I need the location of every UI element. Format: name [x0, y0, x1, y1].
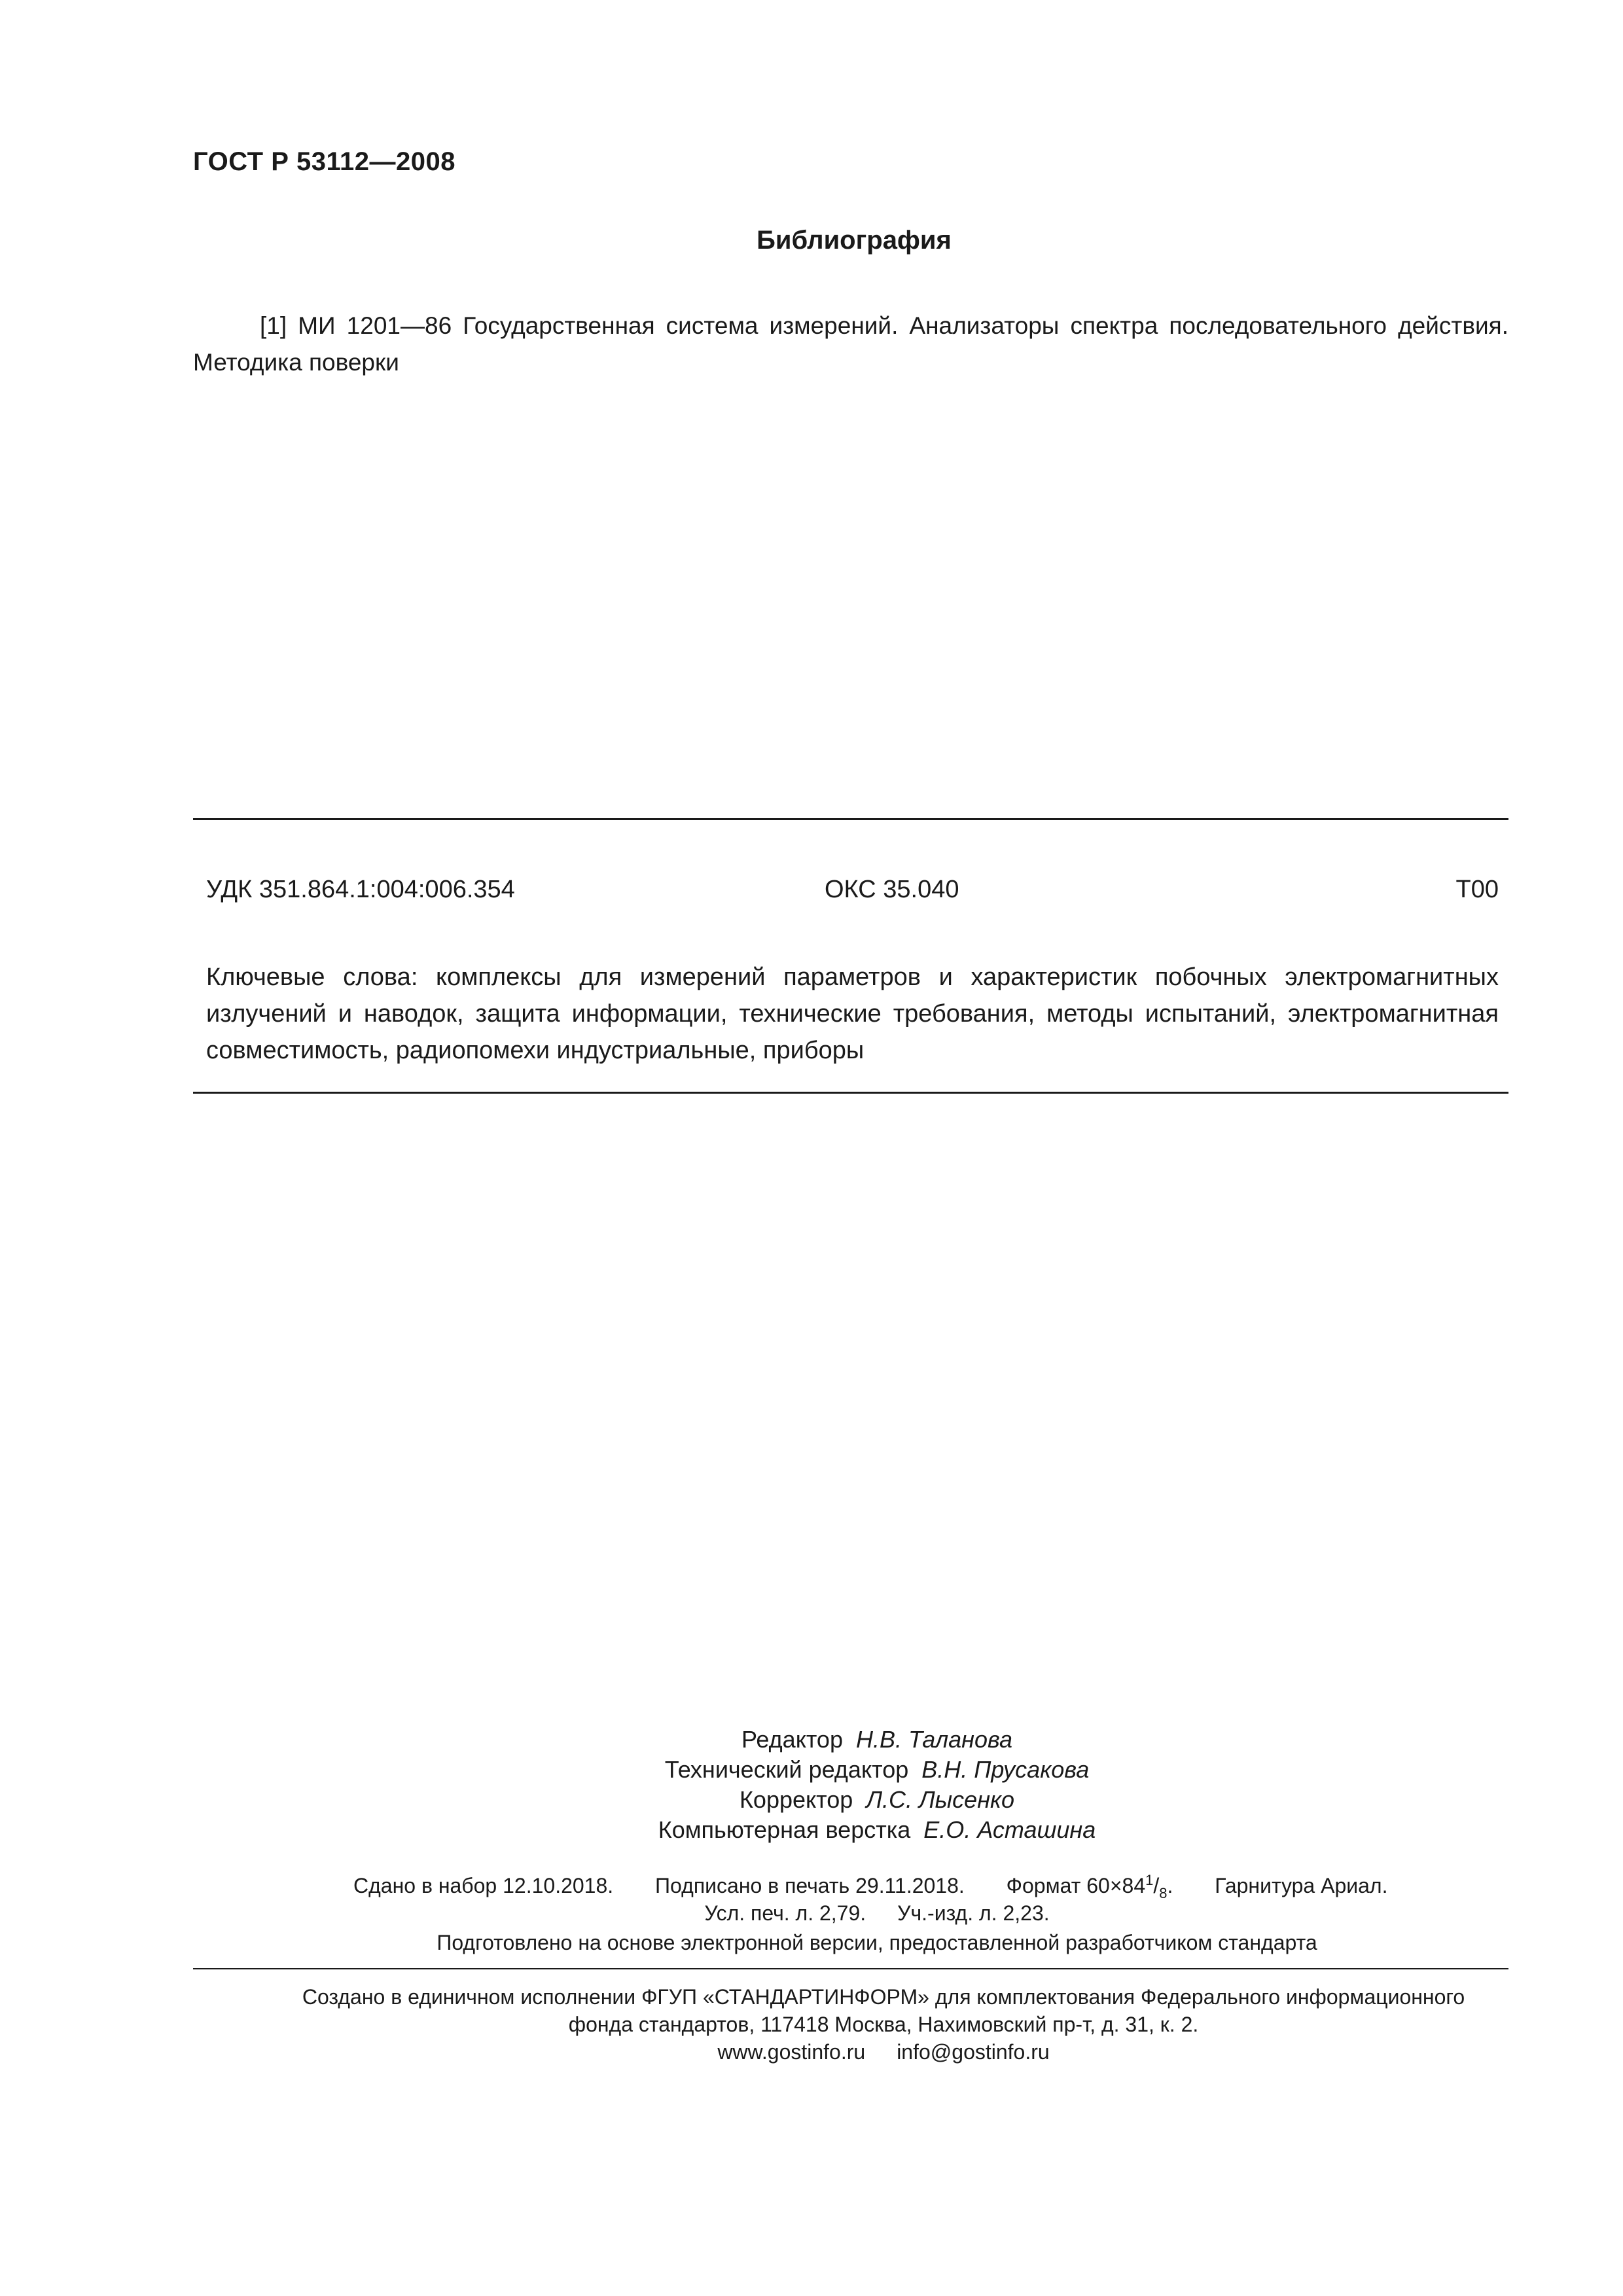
document-code: ГОСТ Р 53112—2008 — [193, 147, 455, 176]
editor-role: Корректор — [739, 1786, 853, 1813]
email-link[interactable]: info@gostinfo.ru — [897, 2040, 1050, 2064]
bibliography-entry: [1] МИ 1201—86 Государственная система измерений. Анализаторы спектра последовательного действия. Методика поверки — [193, 312, 1508, 376]
udk-code: УДК 351.864.1:004:006.354 — [206, 876, 515, 903]
editor-name: В.Н. Прусакова — [921, 1756, 1090, 1783]
editor-name: Л.С. Лысенко — [866, 1786, 1015, 1813]
editors-block — [0, 1725, 1623, 1845]
editor-name: Е.О. Асташина — [923, 1816, 1096, 1843]
signed-date: Подписано в печать 29.11.2018. — [655, 1874, 965, 1897]
paper-format: Формат $60\times 84^1/_8$. — [1006, 1872, 1173, 1901]
editor-role: Редактор — [741, 1726, 843, 1753]
editor-row — [0, 1725, 1623, 1755]
publication-details — [353, 1872, 1387, 1902]
editor-role: Компьютерная верстка — [658, 1816, 911, 1843]
sheet-counts — [0, 1901, 1623, 1926]
divider-middle — [193, 1092, 1508, 1094]
typeface: Гарнитура Ариал. — [1215, 1874, 1388, 1897]
bibliography-title: Библиография — [757, 226, 952, 255]
edition-sheets: Уч.-изд. л. 2,23. — [897, 1901, 1050, 1925]
editor-row — [0, 1815, 1623, 1845]
website-link[interactable]: www.gostinfo.ru — [717, 2040, 866, 2064]
footer-contacts — [0, 2038, 1623, 2066]
editor-role: Технический редактор — [664, 1756, 909, 1783]
oks-code: ОКС 35.040 — [825, 876, 959, 903]
editor-row — [0, 1755, 1623, 1785]
editor-row — [0, 1785, 1623, 1815]
footer-line: Создано в единичном исполнении ФГУП «СТАНДАРТИНФОРМ» для комплектования Федерального информационного — [302, 1985, 1465, 2009]
footer-line: фонда стандартов, 117418 Москва, Нахимовский пр-т, д. 31, к. 2. — [568, 2013, 1199, 2036]
t-code: Т00 — [1455, 876, 1499, 903]
divider-bottom — [193, 1968, 1508, 1969]
divider-top — [193, 818, 1508, 820]
print-sheets: Усл. печ. л. 2,79. — [704, 1901, 866, 1925]
prepared-note: Подготовлено на основе электронной версии, предоставленной разработчиком стандарта — [437, 1931, 1317, 1954]
editor-name: Н.В. Таланова — [855, 1726, 1012, 1753]
submitted-date: Сдано в набор 12.10.2018. — [353, 1874, 614, 1897]
publisher-footer — [0, 1983, 1623, 2066]
keywords-text: Ключевые слова: комплексы для измерений параметров и характеристик побочных электромагнитных излучений и наводок, защита информации, технические требования, методы испытаний, электромагнитная совместимость, радиопомехи индустриальные, приборы — [206, 963, 1499, 1064]
